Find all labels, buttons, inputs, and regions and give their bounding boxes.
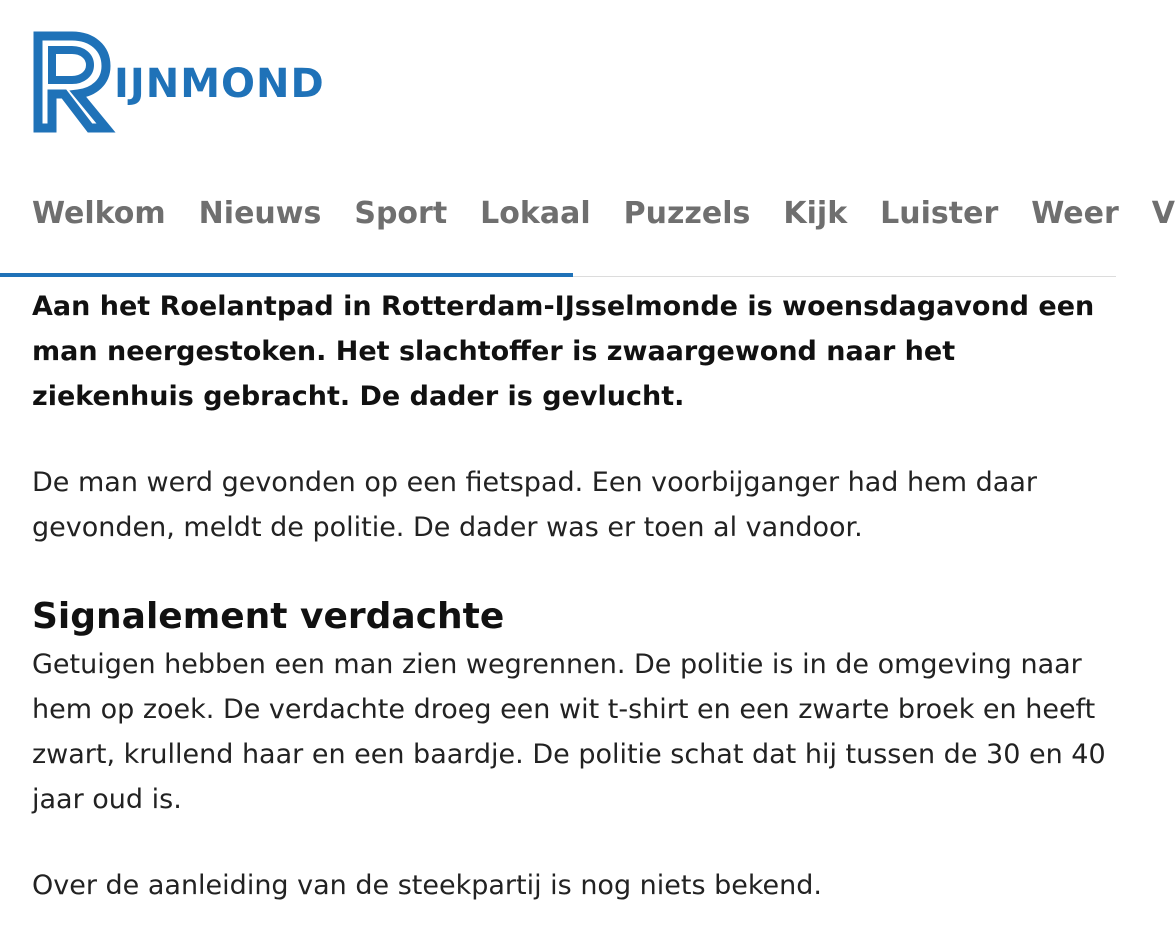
article-paragraph: De man werd gevonden op een fietspad. Een voorbijganger had hem daar gevonden, meldt de politie. De dader was er toen al vandoor. <box>32 467 1037 543</box>
nav-list <box>32 196 1175 231</box>
article-body <box>32 284 1112 908</box>
nav-item-sport[interactable]: Sport <box>354 196 448 231</box>
nav-item-kijk[interactable]: Kijk <box>783 196 848 231</box>
nav-scroll-indicator <box>0 273 573 277</box>
article-paragraph: Over de aanleiding van de steekpartij is nog niets bekend. <box>32 870 823 901</box>
article-subheading: Signalement verdachte <box>32 596 505 637</box>
article-paragraph: Getuigen hebben een man zien wegrennen. De politie is in de omgeving naar hem op zoek. De verdachte droeg een wit t-shirt en een zwarte broek en heeft zwart, krullend haar en een baardje. De politie schat dat hij tussen de 30 en 40 jaar oud is. <box>32 649 1106 815</box>
rijnmond-logo[interactable] <box>32 28 325 134</box>
nav-item-weer[interactable]: Weer <box>1031 196 1119 231</box>
logo-wordmark: IJNMOND <box>114 61 325 107</box>
main-navigation <box>0 170 1175 277</box>
nav-item-puzzels[interactable]: Puzzels <box>623 196 751 231</box>
nav-item-nieuws[interactable]: Nieuws <box>198 196 322 231</box>
rijnmond-r-logo-icon <box>32 28 112 134</box>
article-lead: Aan het Roelantpad in Rotterdam-IJsselmonde is woensdagavond een man neergestoken. Het slachtoffer is zwaargewond naar het ziekenhuis gebracht. De dader is gevlucht. <box>32 291 1095 412</box>
nav-item-truncated[interactable]: V <box>1151 196 1175 231</box>
nav-item-welkom[interactable]: Welkom <box>32 196 166 231</box>
nav-item-lokaal[interactable]: Lokaal <box>480 196 591 231</box>
nav-item-luister[interactable]: Luister <box>880 196 999 231</box>
site-header <box>0 0 1116 170</box>
